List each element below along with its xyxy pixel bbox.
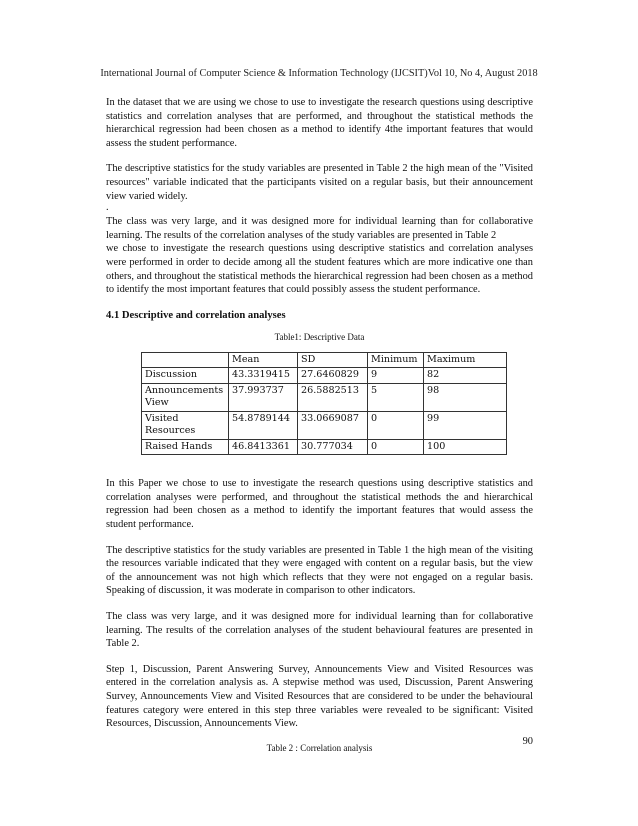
table-cell: 30.777034 — [298, 439, 368, 455]
table-cell: 54.8789144 — [229, 411, 298, 439]
page-number: 90 — [522, 736, 533, 747]
paragraph: Step 1, Discussion, Parent Answering Survey, Announcements View and Visited Resources was entered in the correlation analysis as. A stepwise method was used, Discussion, Parent Answering Survey, Announcements View and Visited Resources that are considered to be under the behavioural features category were entered in this step three variables were revealed to be significant: Visited Resources, Discussion, Announcements View. — [106, 663, 533, 730]
table-cell: Announcements View — [142, 383, 229, 411]
table-cell: 9 — [368, 368, 424, 384]
table-cell: 98 — [424, 383, 507, 411]
header-cell: Minimum — [368, 352, 424, 368]
paragraph: The descriptive statistics for the study variables are presented in Table 1 the high mean of the visiting the resources variable indicated that they were engaged with content on a regular basis, but the view of the announcement was not high which reflects that they were not engaged on a regular basis. Speaking of discussion, it was moderate in comparison to other indicators. — [106, 544, 533, 597]
header-cell: Maximum — [424, 352, 507, 368]
table-header-row — [142, 352, 507, 368]
header-cell: SD — [298, 352, 368, 368]
table-cell: 27.6460829 — [298, 368, 368, 384]
table-cell: 0 — [368, 439, 424, 455]
paragraph: In the dataset that we are using we chose to use to investigate the research questions using descriptive statistics and correlation analyses that are performed, and throughout the statistical methods the hierarchical regression had been chosen as a method to identify 4the important features that would assess the student performance. — [106, 97, 533, 149]
table-cell: 46.8413361 — [229, 439, 298, 455]
table-cell: Visited Resources — [142, 411, 229, 439]
header-cell: Mean — [229, 352, 298, 368]
table-cell: 43.3319415 — [229, 368, 298, 384]
header-cell — [142, 352, 229, 368]
table-row — [142, 368, 507, 384]
table-cell: Discussion — [142, 368, 229, 384]
paragraph: In this Paper we chose to use to investigate the research questions using descriptive statistics and correlation analyses were performed, and throughout the statistical methods the and hierarchical regression had been chosen as a method to identify the important features that would assess the student performance. — [106, 478, 533, 530]
table-row — [142, 411, 507, 439]
table-cell: 33.0669087 — [298, 411, 368, 439]
paragraph: The descriptive statistics for the study variables are presented in Table 2 the high mean of the "Visited resources" variable indicated that the participants visited on a regular basis, but their announcement view varied widely. — [106, 163, 533, 202]
table-cell: 82 — [424, 368, 507, 384]
main-content — [106, 96, 533, 763]
table-cell: 26.5882513 — [298, 383, 368, 411]
table-cell: 0 — [368, 411, 424, 439]
table-row — [142, 439, 507, 455]
paragraph: we chose to investigate the research questions using descriptive statistics and correlation analyses were performed in order to decide among all the student features which are more indicative one than others, and throughout the statistical methods the hierarchical regression had been chosen as a method to identify the most important features that could possibly assess the student performance. — [106, 243, 533, 296]
table-cell: 37.993737 — [229, 383, 298, 411]
table-cell: 99 — [424, 411, 507, 439]
section-heading: 4.1 Descriptive and correlation analyses — [106, 309, 286, 321]
descriptive-data-table — [141, 352, 507, 456]
table-cell: Raised Hands — [142, 439, 229, 455]
table-cell: 5 — [368, 383, 424, 411]
table2-caption: Table 2 : Correlation analysis — [266, 742, 373, 753]
table-cell: 100 — [424, 439, 507, 455]
journal-header: International Journal of Computer Science & Information Technology (IJCSIT)Vol 10, No 4, August 2018 — [100, 68, 538, 79]
paragraph: The class was very large, and it was designed more for individual learning than for collaborative learning. The results of the correlation analyses of the study variables are presented in Table 2 — [106, 216, 533, 241]
table-row — [142, 383, 507, 411]
stray-dot: . — [106, 202, 109, 214]
table1-caption: Table1: Descriptive Data — [274, 331, 365, 342]
paragraph: The class was very large, and it was designed more for individual learning than for collaborative learning. The results of the correlation analyses of the student behavioural features are presented in Table 2. — [106, 610, 533, 650]
